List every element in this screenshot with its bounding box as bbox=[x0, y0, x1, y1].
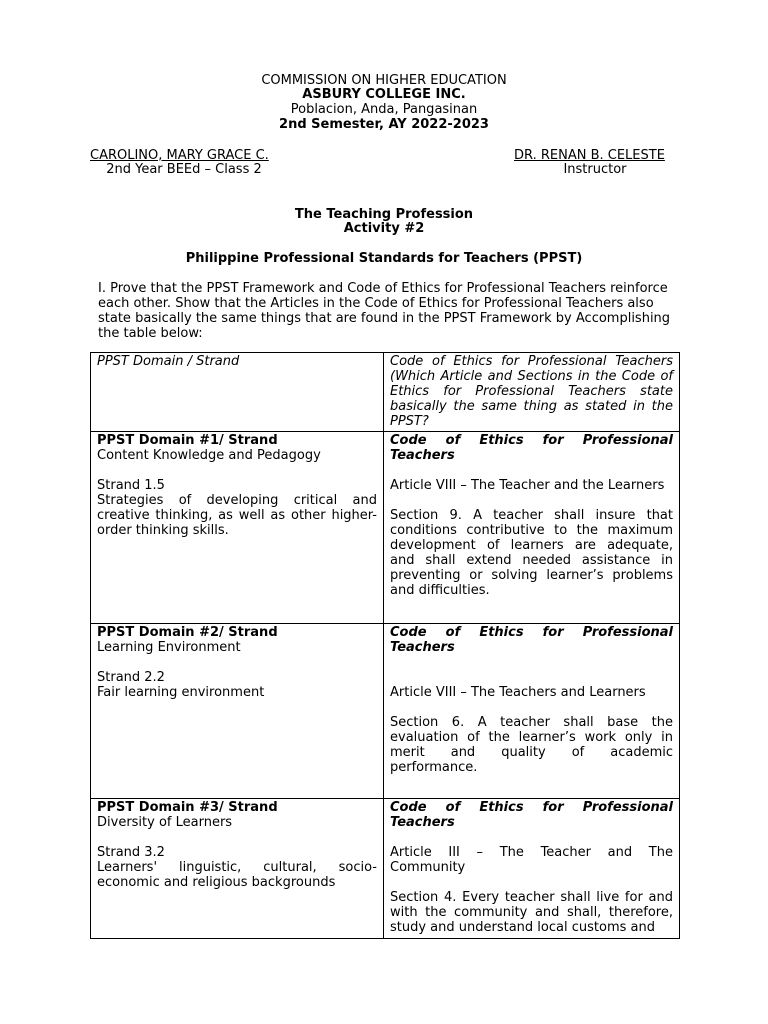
domain-name: Content Knowledge and Pedagogy bbox=[97, 448, 321, 463]
ppst-cell bbox=[91, 624, 384, 799]
code-title: Code of Ethics for Professional Teachers bbox=[390, 625, 673, 655]
instructions-line: each other. Show that the Articles in the Code of Ethics for Professional Teachers also bbox=[98, 296, 654, 311]
article-text: Article VIII – The Teachers and Learners bbox=[390, 685, 646, 700]
table-row bbox=[91, 432, 680, 624]
header-college: ASBURY COLLEGE INC. bbox=[302, 87, 466, 102]
course-title: The Teaching Profession bbox=[294, 207, 474, 222]
header-commission: COMMISSION ON HIGHER EDUCATION bbox=[261, 73, 507, 88]
domain-name: Diversity of Learners bbox=[97, 815, 233, 830]
table-header-row bbox=[91, 353, 680, 432]
ppst-cell bbox=[91, 799, 384, 939]
strand-description: Learners' linguistic, cultural, socio-economic and religious backgrounds bbox=[97, 860, 377, 890]
strand-label: Strand 2.2 bbox=[97, 670, 165, 685]
instructions bbox=[98, 281, 678, 341]
student-name: CAROLINO, MARY GRACE C. bbox=[90, 148, 269, 163]
activity-title: Activity #2 bbox=[343, 221, 425, 236]
section-text: Section 9. A teacher shall insure that conditions contributive to the maximum development of learners are adequate, and shall extend needed assistance in preventing or solving learner’s problems and difficulties. bbox=[390, 508, 673, 598]
header-cell-code: Code of Ethics for Professional Teachers (Which Article and Sections in the Code of Ethics for Professional Teachers state basically the same thing as stated in the PPST? bbox=[384, 353, 680, 432]
student-class: 2nd Year BEEd – Class 2 bbox=[106, 162, 262, 177]
code-cell bbox=[384, 432, 680, 624]
ppst-table bbox=[90, 352, 680, 939]
instructor-role: Instructor bbox=[563, 162, 627, 177]
section-text: Section 6. A teacher shall base the evaluation of the learner’s work only in merit and quality of academic performance. bbox=[390, 715, 673, 775]
code-cell bbox=[384, 624, 680, 799]
instructions-line: the table below: bbox=[98, 326, 203, 341]
code-cell bbox=[384, 799, 680, 939]
ppst-cell bbox=[91, 432, 384, 624]
article-text: Article VIII – The Teacher and the Learners bbox=[390, 478, 665, 493]
header-cell-ppst: PPST Domain / Strand bbox=[91, 353, 384, 432]
strand-label: Strand 1.5 bbox=[97, 478, 165, 493]
code-title: Code of Ethics for Professional Teachers bbox=[390, 800, 673, 830]
header-semester: 2nd Semester, AY 2022-2023 bbox=[279, 117, 489, 132]
strand-label: Strand 3.2 bbox=[97, 845, 165, 860]
domain-name: Learning Environment bbox=[97, 640, 241, 655]
instructions-line: state basically the same things that are found in the PPST Framework by Accomplishing bbox=[98, 311, 671, 326]
instructions-line: I. Prove that the PPST Framework and Code of Ethics for Professional Teachers reinforce bbox=[98, 281, 668, 296]
table-row bbox=[91, 799, 680, 939]
article-text: Article III – The Teacher and The Community bbox=[390, 845, 673, 875]
strand-description: Fair learning environment bbox=[97, 685, 265, 700]
topic-title: Philippine Professional Standards for Teachers (PPST) bbox=[185, 251, 583, 266]
strand-description: Strategies of developing critical and creative thinking, as well as other higher-order thinking skills. bbox=[97, 493, 377, 538]
section-text: Section 4. Every teacher shall live for and with the community and shall, therefore, study and understand local customs and bbox=[390, 890, 673, 935]
domain-label: PPST Domain #1/ Strand bbox=[97, 433, 278, 448]
table-row bbox=[91, 624, 680, 799]
instructor-name: DR. RENAN B. CELESTE bbox=[514, 148, 665, 163]
code-title: Code of Ethics for Professional Teachers bbox=[390, 433, 673, 463]
domain-label: PPST Domain #2/ Strand bbox=[97, 625, 278, 640]
header-address: Poblacion, Anda, Pangasinan bbox=[290, 102, 478, 117]
domain-label: PPST Domain #3/ Strand bbox=[97, 800, 278, 815]
